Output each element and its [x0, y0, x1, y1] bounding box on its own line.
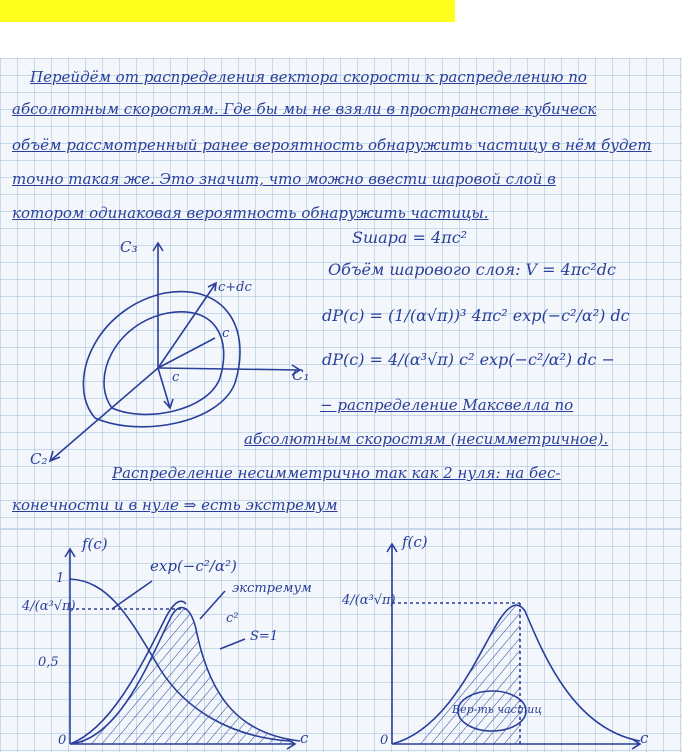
- maxwell-line-1: − распределение Максвелла по: [320, 396, 574, 414]
- dp-formula-2: dP(c) = 4/(α³√π) c² exp(−c²/α²) dc −: [322, 350, 615, 369]
- text-line-2: абсолютным скоростям. Где бы мы не взяли в пространстве кубическ: [12, 100, 597, 118]
- maxwell-line-2: абсолютным скоростям (несимметричное).: [244, 430, 609, 448]
- right-fc-label: f(c): [402, 533, 428, 551]
- text-line-1: Перейдём от распределения вектора скорости к распределению по: [30, 68, 587, 86]
- right-c-axis-label: c: [640, 729, 649, 747]
- extremum-pointer: [200, 591, 225, 619]
- s1-pointer: [220, 639, 245, 649]
- left-one-label: 1: [56, 571, 65, 586]
- right-graph: [350, 529, 680, 752]
- right-origin-label: 0: [380, 733, 389, 748]
- left-half-label: 0,5: [38, 655, 59, 670]
- asymmetry-line-2: конечности и в нуле ⇒ есть экстремум: [12, 496, 338, 514]
- label-c2: C₂: [30, 450, 48, 468]
- label-c-plus-dc: c+dc: [218, 280, 252, 295]
- area-s1: [70, 608, 300, 744]
- text-line-3: объём рассмотренный ранее вероятность обнаружить частицу в нём будет: [12, 136, 652, 154]
- left-extremum-label: экстремум: [232, 581, 312, 596]
- left-s1-label: S=1: [250, 629, 279, 644]
- text-line-4: точно такая же. Это значит, что можно ввести шаровой слой в: [12, 170, 556, 188]
- label-c-radius: c: [222, 326, 230, 341]
- asymmetry-line-1: Распределение несимметрично так как 2 нуля: на бес-: [112, 464, 561, 482]
- velocity-space-diagram: [20, 233, 350, 463]
- right-note-label: Вер-ть частиц: [452, 703, 543, 716]
- left-exp-label: exp(−c²/α²): [150, 557, 237, 575]
- yellow-highlight-bar: [0, 0, 455, 22]
- notebook-page-graphs: [0, 528, 682, 752]
- label-c1: C₁: [292, 366, 310, 384]
- label-c-inner: c: [172, 370, 180, 385]
- notebook-page-top: [0, 58, 682, 528]
- exp-pointer: [112, 581, 152, 609]
- left-fc-label: f(c): [82, 535, 108, 553]
- left-peak-label: 4/(α³√π): [22, 599, 76, 614]
- outer-shell: [83, 292, 240, 427]
- left-c2-label: c²: [226, 611, 239, 626]
- axis-c1: [158, 368, 300, 370]
- radius-c-dc: [158, 283, 216, 368]
- label-c3: C₃: [120, 238, 138, 256]
- right-peak-label: 4/(α³√π): [342, 593, 396, 608]
- left-c-axis-label: c: [300, 729, 309, 747]
- sphere-area-formula: Sшара = 4πc²: [352, 228, 468, 247]
- radius-c: [158, 338, 215, 368]
- dp-formula-1: dP(c) = (1/(α√π))³ 4πc² exp(−c²/α²) dc: [322, 306, 630, 325]
- shell-volume-formula: Объём шарового слоя: V = 4πc²dc: [328, 260, 616, 279]
- text-line-5: котором одинаковая вероятность обнаружить частицы.: [12, 204, 489, 222]
- left-origin-label: 0: [58, 733, 67, 748]
